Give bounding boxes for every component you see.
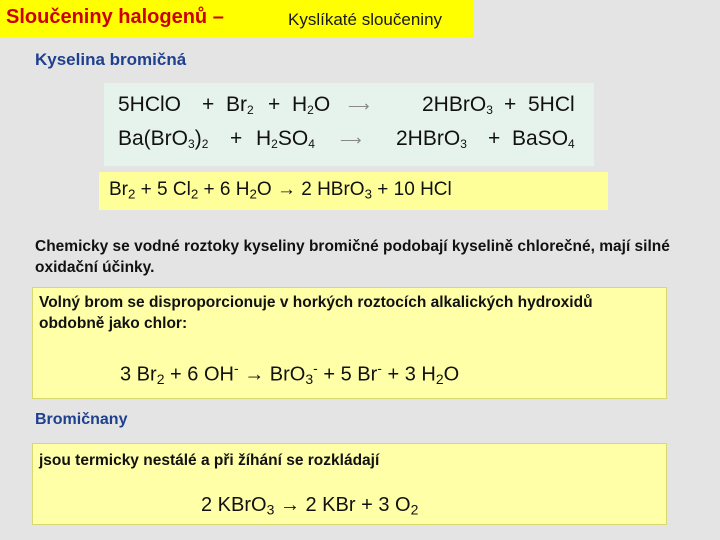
eq1-term-a: 5HClO <box>118 93 182 116</box>
eq1-term-d: 2HBrO$_3$ <box>422 93 493 117</box>
equation-row-2: $Ba(BrO_3)_2$ + $H_2SO_4$ ⟶ 2HBrO$_3$ + BaSO$_4$ <box>118 127 575 151</box>
title-bar <box>0 0 474 37</box>
bromates-text: jsou termicky nestálé a při žíhání se rozkládají <box>39 452 380 469</box>
eq1-term-e: 5HCl <box>528 93 575 116</box>
eq1-term-c: $H_2O$ <box>292 93 331 117</box>
disproportionation-equation: 3 $Br_2 + 6$ OH- → BrO$_3$- + 5 Br- + 3 $H_2O$ <box>120 360 460 388</box>
equations-image <box>104 83 594 166</box>
eq2-term-e: BaSO$_4$ <box>512 127 575 151</box>
arrow-icon: ⟶ <box>348 98 370 115</box>
disproportionation-box <box>32 287 667 399</box>
bromates-box <box>32 443 667 525</box>
eq1-term-b: $Br_2$ <box>226 93 254 117</box>
eq2-term-a: $Ba(BrO_3)_2$ <box>118 127 209 151</box>
page-subtitle: Kyslíkaté sloučeniny <box>288 10 443 29</box>
bromates-equation: 2 KBrO$_3$ → 2 KBr + 3 $O_2$ <box>201 494 419 518</box>
description-paragraph: Chemicky se vodné roztoky kyseliny bromičné podobají kyselině chlorečné, mají silné oxidační účinky. <box>35 238 670 276</box>
disproportionation-text: Volný brom se disproporcionuje v horkých roztocích alkalických hydroxidů obdobně jako chlor: <box>39 294 593 332</box>
section-heading-bromates: Bromičnany <box>35 411 128 428</box>
equation-row-1: 5HClO + $Br_2$ + $H_2O$ ⟶ 2HBrO$_3$ + 5HCl <box>118 93 575 117</box>
page-title: Sloučeniny halogenů – <box>6 6 224 28</box>
eq2-term-b: $H_2SO_4$ <box>256 127 315 151</box>
eq2-term-d: 2HBrO$_3$ <box>396 127 467 151</box>
section-heading-bromic-acid: Kyselina bromičná <box>35 50 187 69</box>
bromine-chlorine-equation: $Br_2 + 5$ $Cl_2 + 6$ $H_2O \to 2$ HBrO$_3$ + 10 HCl <box>99 172 608 210</box>
arrow-icon: ⟶ <box>340 132 362 149</box>
